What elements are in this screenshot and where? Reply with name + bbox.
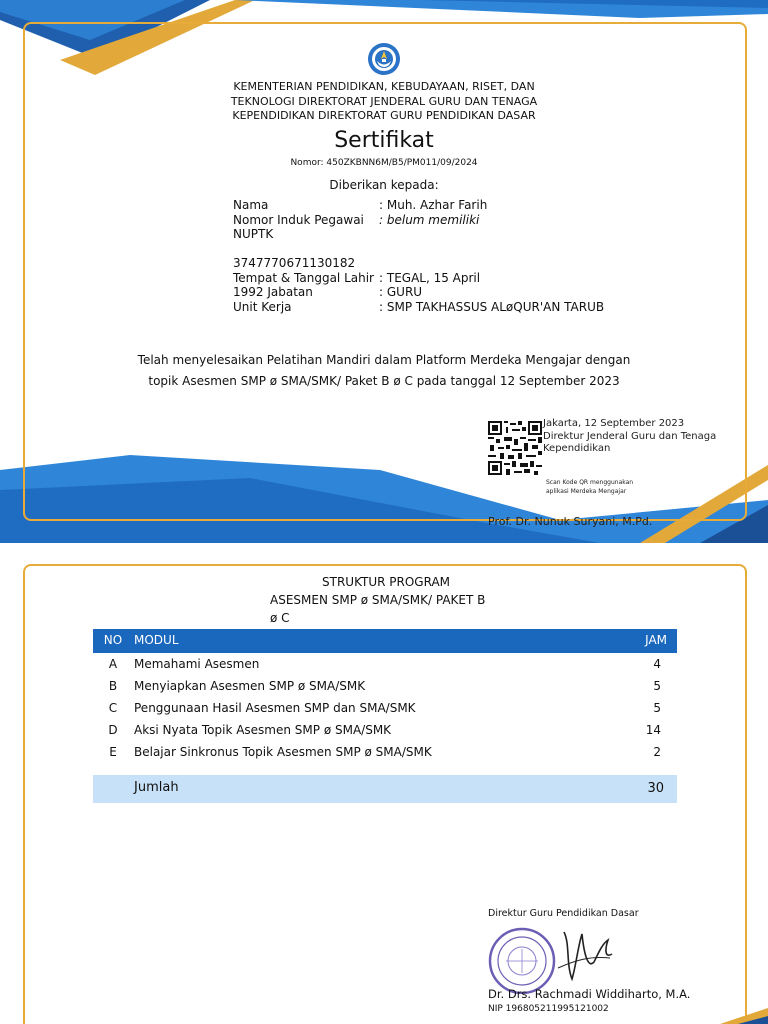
work-unit-label: Unit Kerja [233,299,292,314]
qr-caption [546,478,633,496]
nuptk-label: NUPTK [233,227,274,241]
certificate-number: Nomor: 450ZKBNN6M/B5/PM011/09/2024 [290,158,478,168]
row-jam: 2 [653,745,661,759]
row-modul: Menyiapkan Asesmen SMP ø SMA/SMK [134,679,366,693]
row-jam: 5 [653,701,661,715]
program-bottom-decoration [0,560,768,1024]
tut-wuri-handayani-logo [367,42,401,76]
signature-date-line: Kependidikan [543,443,611,454]
row-jam: 14 [645,723,661,737]
header-modul: MODUL [134,633,179,647]
birth-value: : TEGAL, 15 April [379,270,481,285]
signature-date-line: Jakarta, 12 September 2023 [543,418,685,429]
qr-caption-line: Scan Kode QR menggunakan [546,479,634,486]
signature-date-block [543,418,716,456]
position-value: : GURU [379,285,423,299]
row-no: A [108,657,118,671]
row-jam: 5 [653,679,661,693]
certificate-title: Sertifikat [334,128,434,153]
program-subtitle-continued: ø C [270,611,290,625]
row-no: D [108,723,118,737]
director-title: Direktur Guru Pendidikan Dasar [488,908,639,919]
program-subtitle: ASESMEN SMP ø SMA/SMK/ PAKET B [270,593,486,607]
ministry-line: TEKNOLOGI DIREKTORAT JENDERAL GURU DAN TENAGA [230,94,538,108]
statement-line: topik Asesmen SMP ø SMA/SMK/ Paket B ø C pada tanggal 12 September 2023 [148,374,620,388]
nuptk-value: 3747770671130182 [233,256,356,270]
given-to-label: Diberikan kepada: [329,178,439,192]
director-name: Dr. Drs. Rachmadi Widdiharto, M.A. [488,987,691,1001]
employee-id-value: : belum memiliki [379,212,480,227]
name-value: : Muh. Azhar Farih [379,198,488,212]
work-unit-value: : SMP TAKHASSUS ALøQUR'AN TARUB [379,299,605,314]
row-no: C [108,701,118,715]
qr-caption-line: aplikasi Merdeka Mengajar [546,488,627,495]
program-structure-page [0,560,768,1024]
employee-id-label: Nomor Induk Pegawai [233,212,364,227]
total-label: Jumlah [134,780,179,795]
total-value: 30 [647,781,664,796]
row-no: E [109,745,117,759]
program-title: STRUKTUR PROGRAM [322,575,451,589]
birth-label: Tempat & Tanggal Lahir [233,270,374,285]
completion-statement [0,350,768,392]
row-modul: Belajar Sinkronus Topik Asesmen SMP ø SMA/SMK [134,745,432,759]
row-no: B [108,679,118,693]
ministry-line: KEPENDIDIKAN DIREKTORAT GURU PENDIDIKAN DASAR [232,109,536,122]
signer-name: Prof. Dr. Nunuk Suryani, M.Pd. [488,515,653,528]
qr-code [488,421,542,475]
signature-date-line: Direktur Jenderal Guru dan Tenaga [543,430,717,442]
header-jam: JAM [645,633,667,647]
birth-year-position-label: 1992 Jabatan [233,285,313,299]
page-gap [0,543,768,560]
row-jam: 4 [653,657,661,671]
row-modul: Penggunaan Hasil Asesmen SMP dan SMA/SMK [134,701,416,715]
ministry-line: KEMENTERIAN PENDIDIKAN, KEBUDAYAAN, RISET, DAN [233,80,535,93]
row-modul: Aksi Nyata Topik Asesmen SMP ø SMA/SMK [134,723,392,737]
row-modul: Memahami Asesmen [134,657,260,671]
statement-line: Telah menyelesaikan Pelatihan Mandiri dalam Platform Merdeka Mengajar dengan [137,353,631,367]
header-no: NO [103,633,123,647]
ministry-heading [0,80,768,124]
name-label: Nama [233,198,269,212]
director-nip: NIP 196805211995121002 [488,1004,609,1014]
